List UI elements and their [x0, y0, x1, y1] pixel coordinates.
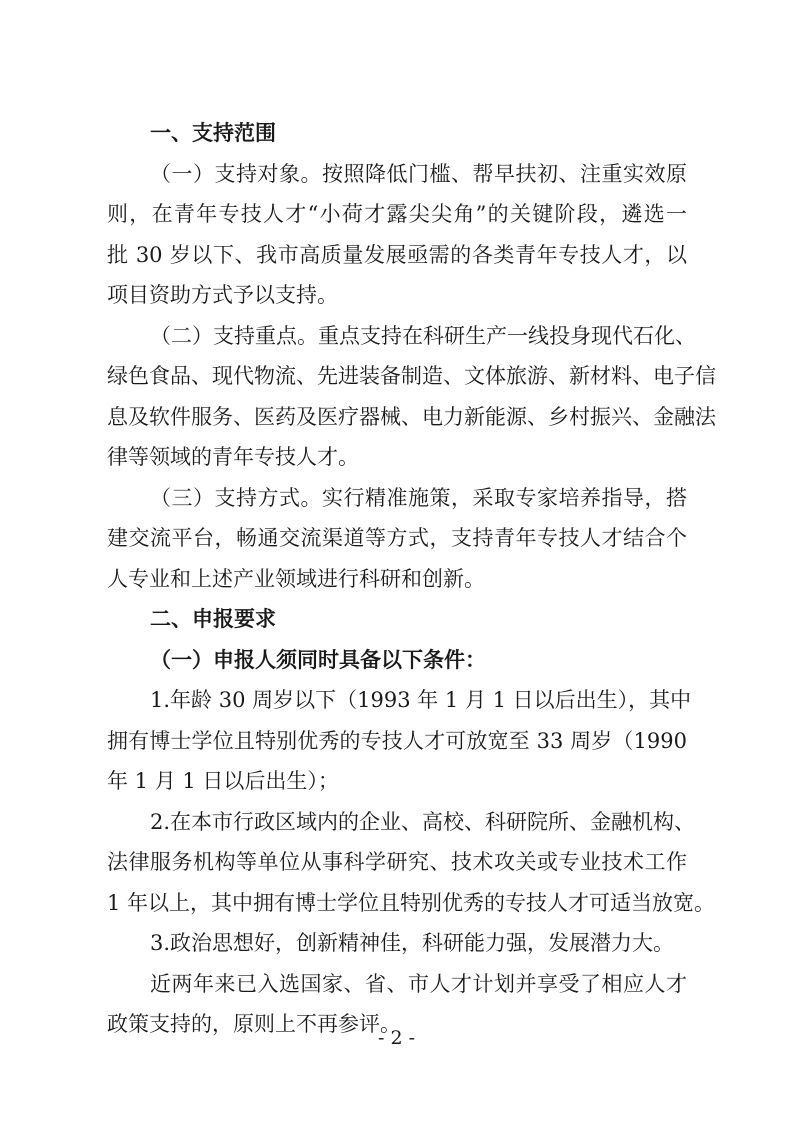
paragraph-line: 政策支持的，原则上不再参评。 — [107, 1012, 401, 1036]
section-heading-application-requirements: 二、申报要求 — [150, 607, 276, 631]
paragraph-line: 律等领域的青年专技人才。 — [107, 445, 359, 469]
paragraph-line: 2.在本市行政区域内的企业、高校、科研院所、金融机构、 — [150, 809, 696, 834]
paragraph-line: 人专业和上述产业领域进行科研和创新。 — [107, 566, 485, 591]
paragraph-line: 则，在青年专技人才“小荷才露尖尖角”的关键阶段，遴选一 — [107, 202, 687, 226]
paragraph-line: 批 30 岁以下、我市高质量发展亟需的各类青年专技人才，以 — [107, 242, 687, 267]
paragraph-line: 1.年龄 30 周岁以下（1993 年 1 月 1 日以后出生），其中 — [150, 688, 692, 712]
paragraph-line: 绿色食品、现代物流、先进装备制造、文体旅游、新材料、电子信 — [107, 364, 716, 388]
paragraph-line: 建交流平台，畅通交流渠道等方式，支持青年专技人才结合个 — [107, 526, 687, 550]
subheading-conditions: （一）申报人须同时具备以下条件： — [150, 647, 486, 672]
paragraph-line: （一）支持对象。按照降低门槛、帮早扶初、注重实效原 — [150, 161, 687, 186]
page-number: - 2 - — [377, 1027, 415, 1049]
section-heading-support-scope: 一、支持范围 — [150, 121, 276, 145]
paragraph-line: 近两年来已入选国家、省、市人才计划并享受了相应人才 — [150, 971, 687, 996]
paragraph-line: （三）支持方式。实行精准施策，采取专家培养指导，搭 — [150, 485, 687, 510]
paragraph-line: （二）支持重点。重点支持在科研生产一线投身现代石化、 — [150, 323, 696, 348]
paragraph-line: 息及软件服务、医药及医疗器械、电力新能源、乡村振兴、金融法 — [107, 404, 716, 429]
paragraph-line: 3.政治思想好，创新精神佳，科研能力强，发展潜力大。 — [150, 931, 675, 955]
paragraph-line: 年 1 月 1 日以后出生）； — [107, 769, 339, 793]
paragraph-line: 项目资助方式予以支持。 — [107, 283, 338, 307]
paragraph-line: 拥有博士学位且特别优秀的专技人才可放宽至 33 周岁（1990 — [107, 728, 687, 753]
paragraph-line: 1 年以上，其中拥有博士学位且特别优秀的专技人才可适当放宽。 — [107, 890, 716, 915]
paragraph-line: 法律服务机构等单位从事科学研究、技术攻关或专业技术工作 — [107, 850, 687, 874]
